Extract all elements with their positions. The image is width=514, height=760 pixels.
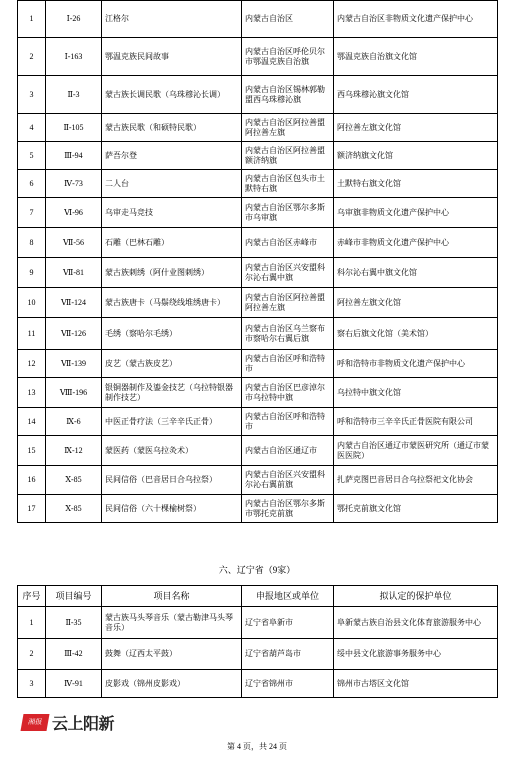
- cell-unit: 乌拉特中旗文化馆: [334, 378, 498, 408]
- cell-region: 内蒙古自治区呼伦贝尔市鄂温克族自治旗: [242, 38, 334, 76]
- cell-region: 内蒙古自治区赤峰市: [242, 228, 334, 258]
- cell-name: 民间信俗（六十棵榆树祭）: [102, 495, 242, 523]
- cell-code: Ⅱ-105: [46, 114, 102, 142]
- cell-name: 乌审走马竞技: [102, 198, 242, 228]
- site-logo: [22, 711, 114, 733]
- cell-code: Ⅷ-196: [46, 378, 102, 408]
- cell-no: 3: [18, 670, 46, 698]
- header-region: 申报地区或单位: [242, 586, 334, 607]
- cell-code: Ⅹ-85: [46, 466, 102, 495]
- table-row: [18, 288, 498, 318]
- cell-unit: 科尔沁右翼中旗文化馆: [334, 258, 498, 288]
- cell-unit: 呼和浩特市三辛辛氏正骨医院有限公司: [334, 408, 498, 436]
- cell-code: Ⅶ-139: [46, 350, 102, 378]
- cell-no: 14: [18, 408, 46, 436]
- cell-name: 鼓舞（辽西太平鼓）: [102, 639, 242, 670]
- heritage-table-liaoning: [17, 585, 498, 698]
- cell-no: 12: [18, 350, 46, 378]
- cell-unit: 乌审旗非物质文化遗产保护中心: [334, 198, 498, 228]
- cell-code: Ⅸ-6: [46, 408, 102, 436]
- cell-name: 蒙古族马头琴音乐（蒙古勒津马头琴音乐）: [102, 607, 242, 639]
- cell-name: 蒙古族长调民歌（乌珠穆沁长调）: [102, 76, 242, 114]
- cell-region: 内蒙古自治区呼和浩特市: [242, 350, 334, 378]
- cell-name: 皮艺（蒙古族皮艺）: [102, 350, 242, 378]
- cell-code: Ⅶ-124: [46, 288, 102, 318]
- cell-no: 6: [18, 170, 46, 198]
- header-no: 序号: [18, 586, 46, 607]
- table-row: [18, 436, 498, 466]
- logo-badge: 湘报: [21, 714, 50, 731]
- cell-no: 2: [18, 38, 46, 76]
- cell-unit: 内蒙古自治区通辽市蒙医研究所（通辽市蒙医医院）: [334, 436, 498, 466]
- cell-no: 8: [18, 228, 46, 258]
- cell-no: 4: [18, 114, 46, 142]
- header-unit: 拟认定的保护单位: [334, 586, 498, 607]
- cell-region: 辽宁省锦州市: [242, 670, 334, 698]
- logo-text: 云上阳新: [52, 715, 115, 733]
- cell-unit: 阜新蒙古族自治县文化体育旅游服务中心: [334, 607, 498, 639]
- cell-no: 15: [18, 436, 46, 466]
- cell-region: 内蒙古自治区包头市土默特右旗: [242, 170, 334, 198]
- cell-region: 内蒙古自治区通辽市: [242, 436, 334, 466]
- cell-unit: 土默特右旗文化馆: [334, 170, 498, 198]
- cell-region: 内蒙古自治区兴安盟科尔沁右翼前旗: [242, 466, 334, 495]
- section-title-liaoning: 六、辽宁省（9家）: [218, 565, 296, 575]
- cell-unit: 呼和浩特市非物质文化遗产保护中心: [334, 350, 498, 378]
- table-row: [18, 228, 498, 258]
- cell-no: 16: [18, 466, 46, 495]
- header-name: 项目名称: [102, 586, 242, 607]
- table-row: [18, 198, 498, 228]
- cell-name: 二人台: [102, 170, 242, 198]
- table-row: [18, 170, 498, 198]
- cell-region: 内蒙古自治区巴彦淖尔市乌拉特中旗: [242, 378, 334, 408]
- cell-no: 7: [18, 198, 46, 228]
- cell-unit: 鄂托克前旗文化馆: [334, 495, 498, 523]
- cell-name: 石雕（巴林石雕）: [102, 228, 242, 258]
- cell-region: 内蒙古自治区: [242, 1, 334, 38]
- cell-name: 蒙古族刺绣（阿什业图刺绣）: [102, 258, 242, 288]
- cell-no: 2: [18, 639, 46, 670]
- cell-region: 内蒙古自治区鄂尔多斯市乌审旗: [242, 198, 334, 228]
- cell-code: Ⅰ-163: [46, 38, 102, 76]
- cell-code: Ⅰ-26: [46, 1, 102, 38]
- cell-name: 皮影戏（锦州皮影戏）: [102, 670, 242, 698]
- cell-no: 17: [18, 495, 46, 523]
- cell-code: Ⅶ-81: [46, 258, 102, 288]
- table-row: [18, 350, 498, 378]
- cell-unit: 阿拉善左旗文化馆: [334, 114, 498, 142]
- table-row: [18, 495, 498, 523]
- cell-unit: 额济纳旗文化馆: [334, 142, 498, 170]
- cell-no: 5: [18, 142, 46, 170]
- cell-unit: 阿拉善左旗文化馆: [334, 288, 498, 318]
- cell-name: 蒙古族唐卡（马鬃绕线堆绣唐卡）: [102, 288, 242, 318]
- cell-code: Ⅳ-73: [46, 170, 102, 198]
- cell-region: 内蒙古自治区鄂尔多斯市鄂托克前旗: [242, 495, 334, 523]
- cell-no: 9: [18, 258, 46, 288]
- page-number: 第 4 页，共 24 页: [227, 742, 287, 751]
- cell-name: 蒙医药（蒙医乌拉灸术）: [102, 436, 242, 466]
- cell-code: Ⅳ-91: [46, 670, 102, 698]
- table-row: [18, 639, 498, 670]
- cell-code: Ⅲ-42: [46, 639, 102, 670]
- cell-unit: 绥中县文化旅游事务服务中心: [334, 639, 498, 670]
- cell-no: 3: [18, 76, 46, 114]
- cell-no: 11: [18, 318, 46, 350]
- cell-no: 10: [18, 288, 46, 318]
- cell-region: 内蒙古自治区锡林郭勒盟西乌珠穆沁旗: [242, 76, 334, 114]
- cell-region: 内蒙古自治区阿拉善盟阿拉善左旗: [242, 288, 334, 318]
- table-row: [18, 142, 498, 170]
- cell-region: 内蒙古自治区乌兰察布市察哈尔右翼后旗: [242, 318, 334, 350]
- cell-code: Ⅱ-35: [46, 607, 102, 639]
- cell-name: 萨吾尔登: [102, 142, 242, 170]
- cell-name: 蒙古族民歌（和硕特民歌）: [102, 114, 242, 142]
- cell-region: 辽宁省阜新市: [242, 607, 334, 639]
- cell-unit: 鄂温克族自治旗文化馆: [334, 38, 498, 76]
- cell-name: 中医正骨疗法（三辛辛氏正骨）: [102, 408, 242, 436]
- cell-no: 1: [18, 607, 46, 639]
- cell-unit: 赤峰市非物质文化遗产保护中心: [334, 228, 498, 258]
- cell-name: 江格尔: [102, 1, 242, 38]
- table-row: [18, 466, 498, 495]
- cell-region: 内蒙古自治区阿拉善盟阿拉善左旗: [242, 114, 334, 142]
- cell-region: 内蒙古自治区阿拉善盟额济纳旗: [242, 142, 334, 170]
- cell-code: Ⅹ-85: [46, 495, 102, 523]
- table-row: [18, 1, 498, 38]
- table-row: [18, 378, 498, 408]
- cell-code: Ⅶ-56: [46, 228, 102, 258]
- cell-region: 内蒙古自治区呼和浩特市: [242, 408, 334, 436]
- table-row: [18, 258, 498, 288]
- cell-no: 1: [18, 1, 46, 38]
- table-row: [18, 408, 498, 436]
- table-row: [18, 114, 498, 142]
- cell-region: 内蒙古自治区兴安盟科尔沁右翼中旗: [242, 258, 334, 288]
- table-row: [18, 38, 498, 76]
- cell-unit: 察右后旗文化馆（美术馆）: [334, 318, 498, 350]
- table-row: [18, 318, 498, 350]
- heritage-table-inner-mongolia: [17, 0, 498, 523]
- table-row: [18, 607, 498, 639]
- cell-code: Ⅵ-96: [46, 198, 102, 228]
- cell-name: 银铜器制作及鎏金技艺（乌拉特银器制作技艺）: [102, 378, 242, 408]
- cell-unit: 锦州市古塔区文化馆: [334, 670, 498, 698]
- cell-no: 13: [18, 378, 46, 408]
- cell-unit: 西乌珠穆沁旗文化馆: [334, 76, 498, 114]
- cell-code: Ⅱ-3: [46, 76, 102, 114]
- cell-code: Ⅲ-94: [46, 142, 102, 170]
- table-row: [18, 76, 498, 114]
- cell-name: 民间信俗（巴音居日合乌拉祭）: [102, 466, 242, 495]
- table-row: [18, 670, 498, 698]
- cell-code: Ⅶ-126: [46, 318, 102, 350]
- cell-name: 毛绣（察哈尔毛绣）: [102, 318, 242, 350]
- cell-unit: 内蒙古自治区非物质文化遗产保护中心: [334, 1, 498, 38]
- cell-name: 鄂温克族民间故事: [102, 38, 242, 76]
- cell-region: 辽宁省葫芦岛市: [242, 639, 334, 670]
- table-header-row: [18, 586, 498, 607]
- cell-unit: 扎萨克图巴音居日合乌拉祭祀文化协会: [334, 466, 498, 495]
- header-code: 项目编号: [46, 586, 102, 607]
- cell-code: Ⅸ-12: [46, 436, 102, 466]
